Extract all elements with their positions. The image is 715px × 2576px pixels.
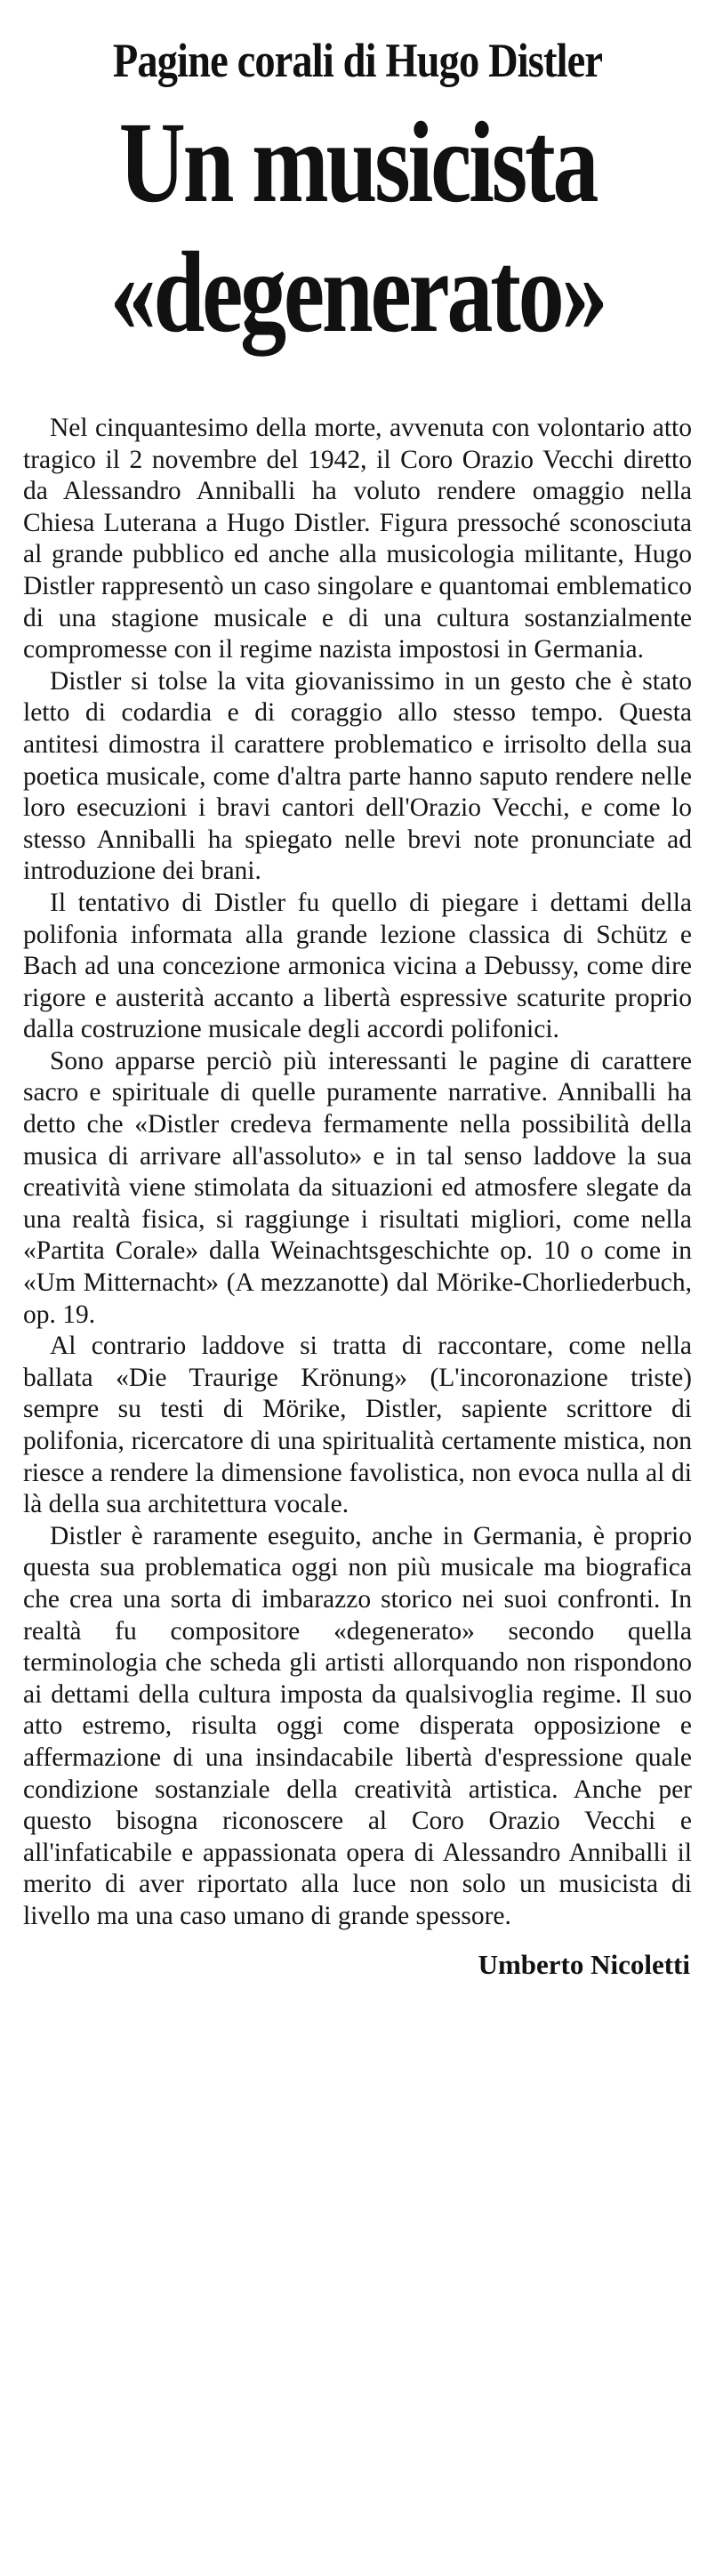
kicker-title: Pagine corali di Hugo Distler (112, 34, 603, 87)
paragraph-3: Il tentativo di Distler fu quello di piegare i dettami della polifonia informata alla grande lezione classica di Schütz e Bach ad una concezione armonica vicina a Debussy, come dire rigore e austerità accanto a libertà espressive scaturite proprio dalla costruzione musicale degli accordi polifonici. (23, 888, 692, 1044)
paragraph-6: Distler è raramente eseguito, anche in Germania, è proprio questa sua problematica oggi non più musicale ma biografica che crea una sorta di imbarazzo storico nei suoi confronti. In realtà fu compositore «degenerato» secondo quella terminologia che scheda gli artisti allorquando non rispondono ai dettami della cultura imposta da qualsivoglia regime. Il suo atto estremo, risulta oggi come disperata opposizione e affermazione di una insindacabile libertà d'espressione quale condizione sostanziale della creatività artistica. Anche per questo bisogna riconoscere al Coro Orazio Vecchi e all'infaticabile e appassionata opera di Alessandro Anniballi il merito di aver riportato alla luce non solo un musicista di livello ma una caso umano di grande spessore. (23, 1521, 692, 1930)
article-body (23, 413, 692, 1984)
headline (23, 98, 692, 365)
paragraph-5: Al contrario laddove si tratta di raccontare, come nella ballata «Die Traurige Krönung» (L'incoronazione triste) sempre su testi di Mörike, Distler, sapiente scrittore di polifonia, ricercatore di una spiritualità certamente mistica, non riesce a rendere la dimensione favolistica, non evoca nulla al di là della sua architettura vocale. (23, 1332, 692, 1519)
paragraph-4: Sono apparse perciò più interessanti le pagine di carattere sacro e spirituale di quelle puramente narrative. Anniballi ha detto che «Distler credeva fermamente nella possibilità della musica di arrivare all'assoluto» e in tal senso laddove la sua creatività viene stimolata da situazioni ed atmosfere slegate da una realtà fisica, si raggiunge i risultati migliori, come nella «Partita Corale» dalla Weinachtsgeschichte op. 10 o come in «Um Mitternacht» (A mezzanotte) dal Mörike-Chorliederbuch, op. 19. (23, 1046, 692, 1329)
headline-line-1: Un musicista (118, 99, 597, 227)
paragraph-2: Distler si tolse la vita giovanissimo in un gesto che è stato letto di codardia e di coraggio allo stesso tempo. Questa antitesi dimostra il carattere problematico e irrisolto della sua poetica musicale, come d'altra parte hanno saputo rendere nelle loro esecuzioni i bravi cantori dell'Orazio Vecchi, e come lo stesso Anniballi ha spiegato nelle brevi note pronunciate ad introduzione dei brani. (23, 666, 692, 886)
paragraph-1: Nel cinquantesimo della morte, avvenuta con volontario atto tragico il 2 novembre del 1942, il Coro Orazio Vecchi diretto da Alessandro Anniballi ha voluto rendere omaggio nella Chiesa Luterana a Hugo Distler. Figura pressoché sconosciuta al grande pubblico ed anche alla musicologia militante, Hugo Distler rappresentò un caso singolare e quantomai emblematico di una stagione musicale e di una cultura sostanzialmente compromesse con il regime nazista impostosi in Germania. (23, 414, 692, 664)
byline: Umberto Nicoletti (478, 1948, 690, 1980)
headline-line-2: «degenerato» (109, 229, 606, 357)
